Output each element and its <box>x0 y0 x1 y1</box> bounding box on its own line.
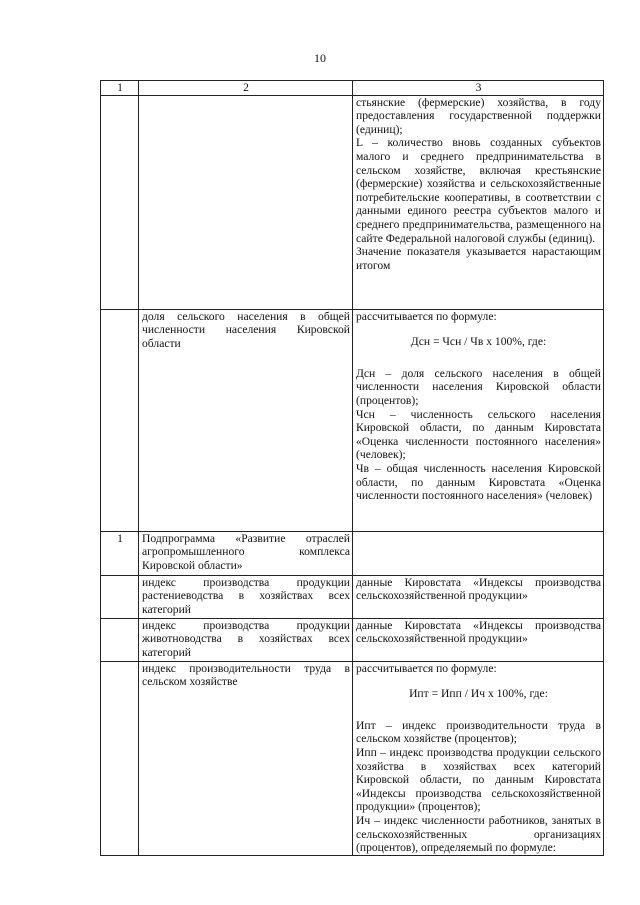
formula: Ипт = Ипп / Ич x 100%, где: <box>409 687 548 701</box>
method-text: Ич – индекс численности работников, занятых в сельскохозяйственных организациях (процентов), определяемый по формуле: <box>356 813 601 855</box>
table-row <box>101 661 604 855</box>
row-number-cell <box>101 618 139 661</box>
table-row <box>101 309 604 531</box>
indicator-cell: индекс производительности труда в сельском хозяйстве <box>139 661 353 855</box>
indicators-table <box>100 80 604 856</box>
method-text: Чв – общая численность населения Кировской области, по данным Кировстата «Оценка численности постоянного населения» (человек) <box>356 461 601 503</box>
header-cell-3: 3 <box>353 81 604 96</box>
table-row <box>101 531 604 575</box>
table-header-row <box>101 81 604 96</box>
method-text: Ипт – индекс производительности труда в сельском хозяйстве (процентов); <box>356 718 601 746</box>
indicator-cell <box>139 95 353 309</box>
method-cell: данные Кировстата «Индексы производства сельскохозяйственной продукции» <box>353 575 604 618</box>
method-text: Чсн – численность сельского населения Кировской области, по данным Кировстата «Оценка численности постоянного населения» (человек); <box>356 407 601 462</box>
method-cell <box>353 95 604 309</box>
row-number-cell <box>101 575 139 618</box>
indicator-cell: индекс производства продукции животноводства в хозяйствах всех категорий <box>139 618 353 661</box>
formula: Дсн = Чсн / Чв x 100%, где: <box>410 335 547 349</box>
table-row <box>101 95 604 309</box>
indicator-cell: доля сельского населения в общей численности населения Кировской области <box>139 309 353 531</box>
table-row <box>101 575 604 618</box>
method-text: Значение показателя указывается нарастающим итогом <box>356 245 601 272</box>
method-text: стьянские (фермерские) хозяйства, в году предоставления государственной поддержки (единиц); <box>356 95 601 136</box>
table-row <box>101 618 604 661</box>
row-number-cell: 1 <box>101 531 139 575</box>
method-text: Дсн – доля сельского населения в общей численности населения Кировской области (процентов); <box>356 366 601 407</box>
method-cell <box>353 309 604 531</box>
method-intro: рассчитывается по формуле: <box>356 661 497 675</box>
row-number-cell <box>101 661 139 855</box>
method-intro: рассчитывается по формуле: <box>356 309 497 323</box>
method-cell <box>353 531 604 575</box>
method-cell <box>353 661 604 855</box>
method-cell: данные Кировстата «Индексы производства сельскохозяйственной продукции» <box>353 618 604 661</box>
header-cell-2: 2 <box>139 81 353 96</box>
subprogram-title-cell: Подпрограмма «Развитие отраслей агропромышленного комплекса Кировской области» <box>139 531 353 575</box>
header-cell-1: 1 <box>101 81 139 96</box>
row-number-cell <box>101 309 139 531</box>
page-number: 10 <box>314 51 326 65</box>
indicator-cell: индекс производства продукции растениеводства в хозяйствах всех категорий <box>139 575 353 618</box>
row-number-cell <box>101 95 139 309</box>
method-text: Ипп – индекс производства продукции сельского хозяйства в хозяйствах всех категорий Кировской области, по данным Кировстата «Индексы производства сельскохозяйственной продукции» (процентов); <box>356 745 601 814</box>
method-text: L – количество вновь созданных субъектов малого и среднего предпринимательства в сельском хозяйстве, включая крестьянские (фермерские) хозяйства и сельскохозяйственные потребительские кооперативы, в соответствии с данными единого реестра субъектов малого и среднего предпринимательства, размещенного на сайте Федеральной налоговой службы (единиц). <box>356 136 601 245</box>
